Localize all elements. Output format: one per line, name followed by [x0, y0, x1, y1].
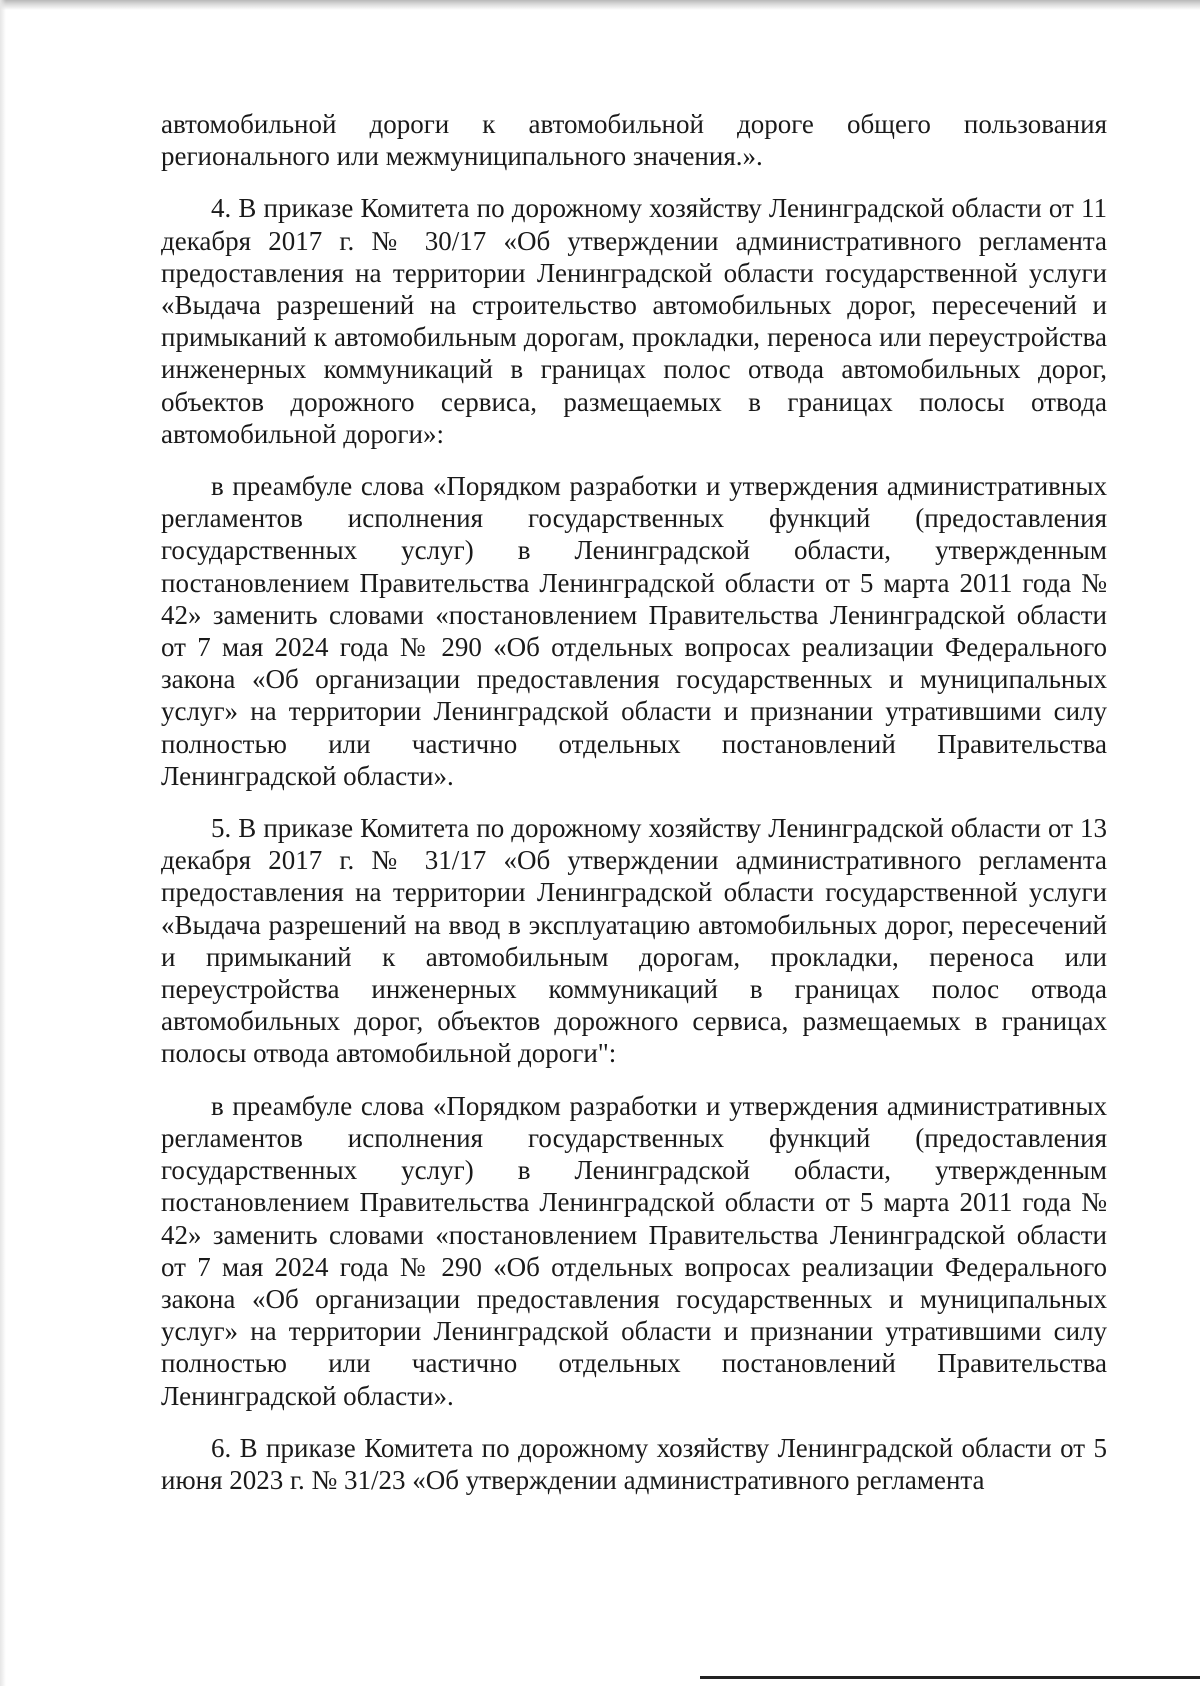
- paragraph-item-6: 6. В приказе Комитета по дорожному хозяйству Ленинградской области от 5 июня 2023 г. № 31/23 «Об утверждении административного регламента: [161, 1432, 1107, 1495]
- scan-edge-top: [0, 0, 1200, 10]
- paragraph-item-5-preamble: в преамбуле слова «Порядком разработки и утверждения административных регламентов исполнения государственных функций (предоставления государственных услуг) в Ленинградской области, утвержденным постановлением Правительства Ленинградской области от 5 марта 2011 года № 42» заменить словами «постановлением Правительства Ленинградской области от 7 мая 2024 года № 290 «Об отдельных вопросах реализации Федерального закона «Об организации предоставления государственных и муниципальных услуг» на территории Ленинградской области и признании утратившими силу полностью или частично отдельных постановлений Правительства Ленинградской области».: [161, 1090, 1107, 1411]
- paragraph-continuation: автомобильной дороги к автомобильной дороге общего пользования регионального или межмуниципального значения.».: [161, 109, 1107, 172]
- paragraph-item-4-preamble: в преамбуле слова «Порядком разработки и утверждения административных регламентов исполнения государственных функций (предоставления государственных услуг) в Ленинградской области, утвержденным постановлением Правительства Ленинградской области от 5 марта 2011 года № 42» заменить словами «постановлением Правительства Ленинградской области от 7 мая 2024 года № 290 «Об отдельных вопросах реализации Федерального закона «Об организации предоставления государственных и муниципальных услуг» на территории Ленинградской области и признании утратившими силу полностью или частично отдельных постановлений Правительства Ленинградской области».: [161, 471, 1107, 791]
- scan-edge-bottom: [700, 1676, 1200, 1679]
- scan-edge-left: [0, 0, 6, 1686]
- paragraph-item-5: 5. В приказе Комитета по дорожному хозяйству Ленинградской области от 13 декабря 2017 г. № 31/17 «Об утверждении административного регламента предоставления на территории Ленинградской области государственной услуги «Выдача разрешений на ввод в эксплуатацию автомобильных дорог, пересечений и примыканий к автомобильным дорогам, прокладки, переноса или переустройства инженерных коммуникаций в границах полос отвода автомобильных дорог, объектов дорожного сервиса, размещаемых в границах полосы отвода автомобильной дороги":: [161, 813, 1107, 1069]
- paragraph-item-4: 4. В приказе Комитета по дорожному хозяйству Ленинградской области от 11 декабря 2017 г. № 30/17 «Об утверждении административного регламента предоставления на территории Ленинградской области государственной услуги «Выдача разрешений на строительство автомобильных дорог, пересечений и примыканий к автомобильным дорогам, прокладки, переноса или переустройства инженерных коммуникаций в границах полос отвода автомобильных дорог, объектов дорожного сервиса, размещаемых в границах полосы отвода автомобильной дороги»:: [161, 193, 1107, 449]
- document-body: [161, 108, 1107, 1496]
